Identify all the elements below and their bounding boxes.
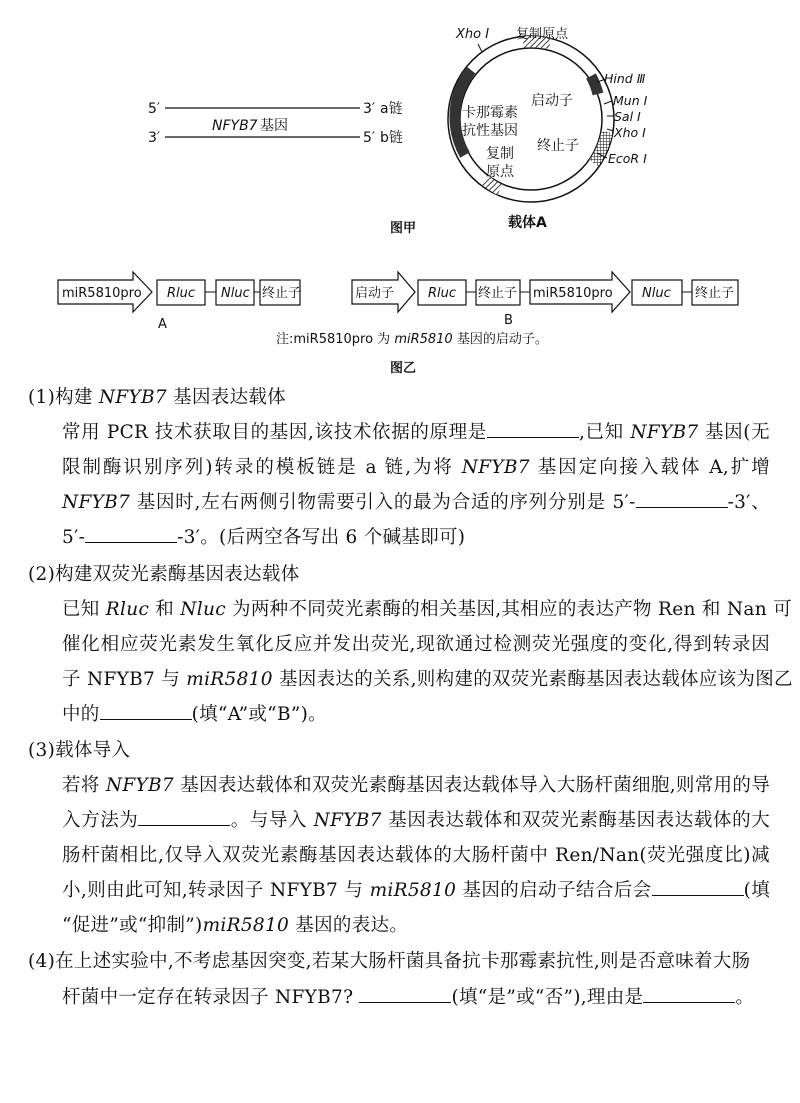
- figure-yi-note: 注:miR5810pro 为 miR5810 基因的启动子。: [276, 332, 548, 347]
- text-segment: 基因的表达。: [289, 915, 409, 936]
- text-segment: Nluc: [180, 599, 226, 620]
- text-segment: 为两种不同荧光素酶的相关基因,其相应的表达产物 Ren 和 Nan 可: [225, 599, 792, 620]
- promoter-label: 启动子: [531, 93, 573, 109]
- question-line: [62, 523, 770, 549]
- gene-name: NFYB7: [212, 118, 258, 134]
- construct-b: [352, 272, 738, 328]
- question-line: [62, 630, 770, 656]
- ori-top-label: 复制原点: [516, 27, 569, 42]
- answer-blank[interactable]: [652, 879, 744, 896]
- text-segment: NFYB7: [98, 387, 167, 408]
- construct-a: [58, 272, 301, 332]
- text-segment: 小,则由此可知,转录因子 NFYB7 与: [62, 880, 370, 901]
- construct-a-promoter: miR5810pro: [62, 286, 142, 301]
- construct-a-rluc: Rluc: [167, 286, 196, 301]
- ori-inner-label-1: 复制: [486, 146, 514, 162]
- text-segment: 已知: [62, 599, 106, 620]
- construct-b-nluc: Nluc: [642, 286, 671, 301]
- construct-b-terminator-1: 终止子: [478, 286, 518, 301]
- text-segment: 基因表达的关系,则构建的双荧光素酶基因表达载体应该为图乙: [272, 669, 793, 690]
- text-segment: NFYB7: [461, 457, 530, 478]
- text-segment: 常用 PCR 技术获取目的基因,该技术依据的原理是: [62, 422, 487, 443]
- question-line: [62, 595, 792, 621]
- question-heading: [28, 383, 286, 409]
- text-segment: 肠杆菌相比,仅导入双荧光素酶基因表达载体的大肠杆菌中 Ren/Nan(荧光强度比)减: [62, 845, 770, 866]
- text-segment: 基因定向接入载体 A,扩增: [529, 457, 771, 478]
- ecor-label: EcoR Ⅰ: [608, 151, 647, 166]
- construct-b-rluc: Rluc: [428, 286, 457, 301]
- question-line: [62, 771, 770, 797]
- question-line: [62, 418, 770, 444]
- construct-a-nluc: Nluc: [221, 286, 250, 301]
- text-segment: 和: [149, 599, 181, 620]
- question-heading: [28, 560, 300, 586]
- question-line: [62, 806, 770, 832]
- text-segment: 杆菌中一定存在转录因子 NFYB7?: [62, 987, 360, 1008]
- text-segment: (1)构建: [28, 387, 99, 408]
- answer-blank[interactable]: [138, 809, 230, 826]
- kan-label-1: 卡那霉素: [462, 105, 518, 121]
- text-segment: 入方法为: [62, 810, 139, 831]
- strand-b-3prime: 3′: [148, 130, 161, 146]
- nfyb7-gene-diagram: [148, 101, 403, 146]
- text-segment: 基因(无: [698, 422, 770, 443]
- text-segment: -3′、: [727, 492, 770, 513]
- text-segment: (填: [743, 880, 770, 901]
- text-segment: NFYB7: [630, 422, 699, 443]
- figures: [0, 0, 800, 380]
- construct-b-terminator-2: 终止子: [695, 286, 735, 301]
- question-line: [62, 876, 770, 902]
- text-segment: NFYB7: [105, 775, 174, 796]
- text-segment: 基因表达载体和双荧光素酶基因表达载体导入大肠杆菌细胞,则常用的导: [173, 775, 771, 796]
- text-segment: miR5810: [369, 880, 457, 901]
- gene-suffix: 基因: [260, 118, 288, 134]
- text-segment: “促进”或“抑制”): [62, 915, 203, 936]
- text-segment: 。: [735, 987, 755, 1008]
- construct-a-label: A: [158, 317, 167, 332]
- xho-top-label: Xho Ⅰ: [456, 27, 490, 42]
- text-segment: (3)载体导入: [28, 740, 131, 761]
- construct-b-promoter-2: miR5810pro: [533, 286, 613, 301]
- text-segment: 5′-: [62, 527, 86, 548]
- question-line: [62, 488, 770, 514]
- question-heading: [28, 736, 130, 762]
- vector-a-label: 载体A: [508, 215, 547, 231]
- answer-blank[interactable]: [636, 491, 728, 508]
- answer-blank[interactable]: [359, 986, 451, 1003]
- text-segment: 。与导入: [230, 810, 314, 831]
- text-segment: NFYB7: [313, 810, 382, 831]
- kan-label-2: 抗性基因: [462, 123, 518, 139]
- text-segment: Rluc: [105, 599, 150, 620]
- question-line: [62, 841, 770, 867]
- question-heading: [28, 947, 750, 973]
- construct-a-terminator: 终止子: [262, 286, 302, 301]
- text-segment: (4)在上述实验中,不考虑基因突变,若某大肠杆菌具备抗卡那霉素抗性,则是否意味着大肠: [28, 951, 751, 972]
- answer-blank[interactable]: [487, 421, 579, 438]
- construct-b-promoter: 启动子: [355, 286, 395, 301]
- question-line: [62, 983, 770, 1009]
- answer-blank[interactable]: [643, 986, 735, 1003]
- xho-right-label: Xho Ⅰ: [614, 125, 646, 140]
- text-segment: 限制酶识别序列)转录的模板链是 a 链,为将: [62, 457, 462, 478]
- answer-blank[interactable]: [100, 703, 192, 720]
- text-segment: ,已知: [578, 422, 631, 443]
- text-segment: -3′。(后两空各写出 6 个碱基即可): [177, 527, 466, 548]
- text-segment: 基因的启动子结合后会: [456, 880, 652, 901]
- ori-inner-label-2: 原点: [486, 164, 514, 180]
- text-segment: 中的: [62, 704, 100, 725]
- promoter-segment: [591, 76, 598, 94]
- question-line: [62, 453, 770, 479]
- strand-a-5prime: 5′: [148, 101, 161, 117]
- question-line: [62, 665, 793, 691]
- text-segment: (2)构建双荧光素酶基因表达载体: [28, 564, 300, 585]
- text-segment: 基因表达载体: [167, 387, 286, 408]
- question-line: [62, 700, 770, 726]
- text-segment: 催化相应荧光素发生氧化反应并发出荧光,现欲通过检测荧光强度的变化,得到转录因: [62, 634, 770, 655]
- question-line: [62, 911, 770, 937]
- text-segment: miR5810: [186, 669, 273, 690]
- mun-label: Mun Ⅰ: [613, 93, 648, 108]
- terminator-label: 终止子: [537, 138, 579, 154]
- strand-b-5prime: 5′: [363, 130, 376, 146]
- strand-b-label: b链: [380, 130, 403, 146]
- strand-a-3prime: 3′: [363, 101, 376, 117]
- text-segment: (填“是”或“否”),理由是: [451, 987, 644, 1008]
- figure-yi-caption: 图乙: [390, 361, 417, 376]
- construct-b-label: B: [504, 313, 513, 328]
- text-segment: miR5810: [202, 915, 290, 936]
- hind-label: Hind Ⅲ: [604, 71, 646, 86]
- plasmid-vector-a: [448, 26, 648, 231]
- figure-jia-caption: 图甲: [390, 221, 417, 236]
- strand-a-label: a链: [380, 101, 403, 117]
- text-segment: (填“A”或“B”)。: [191, 704, 327, 725]
- text-segment: NFYB7: [62, 492, 131, 513]
- text-segment: 子 NFYB7 与: [62, 669, 187, 690]
- text-segment: 基因表达载体和双荧光素酶基因表达载体的大: [381, 810, 770, 831]
- text-segment: 基因时,左右两侧引物需要引入的最为合适的序列分别是 5′-: [130, 492, 636, 513]
- sal-label: Sal Ⅰ: [614, 109, 641, 124]
- answer-blank[interactable]: [85, 526, 177, 543]
- text-segment: 若将: [62, 775, 106, 796]
